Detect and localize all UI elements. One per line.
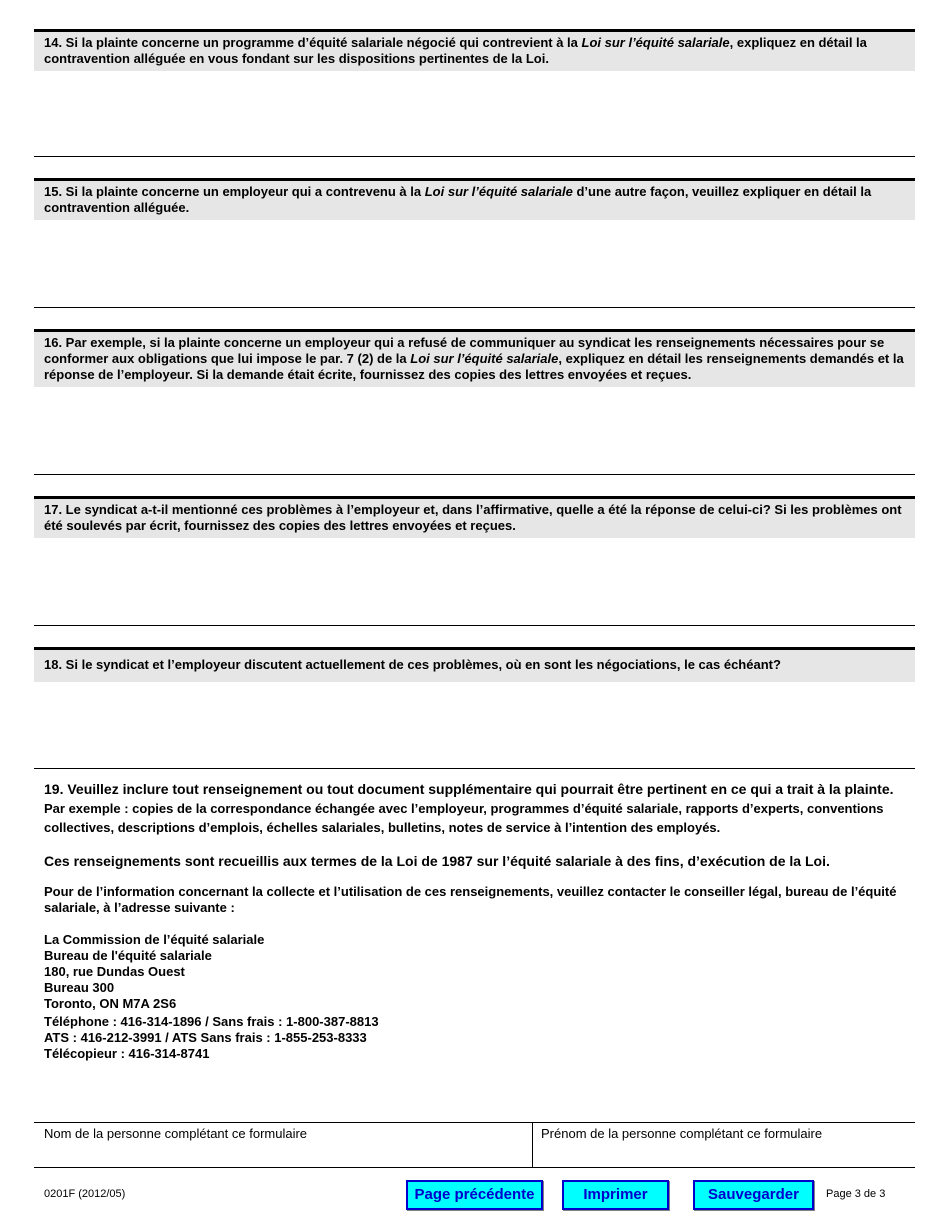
first-name-field[interactable] <box>533 1123 915 1167</box>
question-19-label: 19. Veuillez inclure tout renseignement ou tout document supplémentaire qui pourrait être pertinent en ce qui a trait à la plainte. Par exemple : copies de la correspondance échangée avec l’employeur, programmes d’équité salariale, rapports d’experts, conventions collectives, descriptions d’emplois, échelles salariales, bulletins, notes de service à l’intention des employés. <box>44 781 894 835</box>
question-15 <box>34 178 915 220</box>
question-17-answer-field[interactable] <box>34 538 915 624</box>
last-name-label: Nom de la personne complétant ce formulaire <box>44 1126 308 1141</box>
first-name-label: Prénom de la personne complétant ce formulaire <box>541 1126 823 1141</box>
question-17-label: 17. Le syndicat a-t-il mentionné ces problèmes à l’employeur et, dans l’affirmative, quelle a été la réponse de celui-ci? Si les problèmes ont été soulevés par écrit, fournissez des copies des lettres envoyées et reçues. <box>34 496 915 538</box>
divider <box>34 307 915 308</box>
question-18 <box>34 647 915 682</box>
question-14-answer-field[interactable] <box>34 69 915 155</box>
question-17 <box>34 496 915 538</box>
form-code: 0201F (2012/05) <box>44 1188 126 1200</box>
divider <box>34 625 915 626</box>
last-name-field[interactable] <box>34 1123 533 1167</box>
fax-line: Télécopieur : 416-314-8741 <box>44 1046 210 1061</box>
question-18-answer-field[interactable] <box>34 681 915 767</box>
address-line: Bureau de l'équité salariale <box>44 948 212 963</box>
address-line: Bureau 300 <box>44 980 115 995</box>
office-address <box>44 932 905 1062</box>
contact-info: Pour de l’information concernant la collecte et l’utilisation de ces renseignements, veuillez contacter le conseiller légal, bureau de l’équité salariale, à l’adresse suivante : <box>44 884 897 915</box>
divider <box>34 474 915 475</box>
previous-page-button[interactable]: Page précédente <box>406 1180 543 1210</box>
address-line: Toronto, ON M7A 2S6 <box>44 996 177 1011</box>
question-16-answer-field[interactable] <box>34 387 915 473</box>
collection-notice: Ces renseignements sont recueillis aux termes de la Loi de 1987 sur l’équité salariale à des fins, d’exécution de la Loi. <box>44 853 830 869</box>
page-number: Page 3 de 3 <box>826 1188 886 1200</box>
question-14 <box>34 29 915 71</box>
phone-line: Téléphone : 416-314-1896 / Sans frais : 1-800-387-8813 <box>44 1014 379 1029</box>
question-14-label: 14. Si la plainte concerne un programme d’équité salariale négocié qui contrevient à la Loi sur l’équité salariale, expliquez en détail la contravention alléguée en vous fondant sur les dispositions pertinentes de la Loi. <box>34 29 915 71</box>
question-15-label: 15. Si la plainte concerne un employeur qui a contrevenu à la Loi sur l’équité salariale d’une autre façon, veuillez expliquer en détail la contravention alléguée. <box>34 178 915 220</box>
save-button[interactable]: Sauvegarder <box>693 1180 814 1210</box>
address-line: 180, rue Dundas Ouest <box>44 964 185 979</box>
question-19 <box>34 768 915 1062</box>
name-fields <box>34 1122 915 1168</box>
question-16-label: 16. Par exemple, si la plainte concerne un employeur qui a refusé de communiquer au syndicat les renseignements nécessaires pour se conformer aux obligations que lui impose le par. 7 (2) de la Loi sur l’équité salariale, expliquez en détail les renseignements demandés et la réponse de l’employeur. Si la demande était écrite, fournissez des copies des lettres envoyées et reçues. <box>34 329 915 387</box>
divider <box>34 156 915 157</box>
question-18-label: 18. Si le syndicat et l’employeur discutent actuellement de ces problèmes, où en sont les négociations, le cas échéant? <box>34 647 915 682</box>
address-line: La Commission de l’équité salariale <box>44 932 265 947</box>
tty-line: ATS : 416-212-3991 / ATS Sans frais : 1-855-253-8333 <box>44 1030 367 1045</box>
print-button[interactable]: Imprimer <box>562 1180 669 1210</box>
question-15-answer-field[interactable] <box>34 220 915 306</box>
question-16 <box>34 329 915 387</box>
